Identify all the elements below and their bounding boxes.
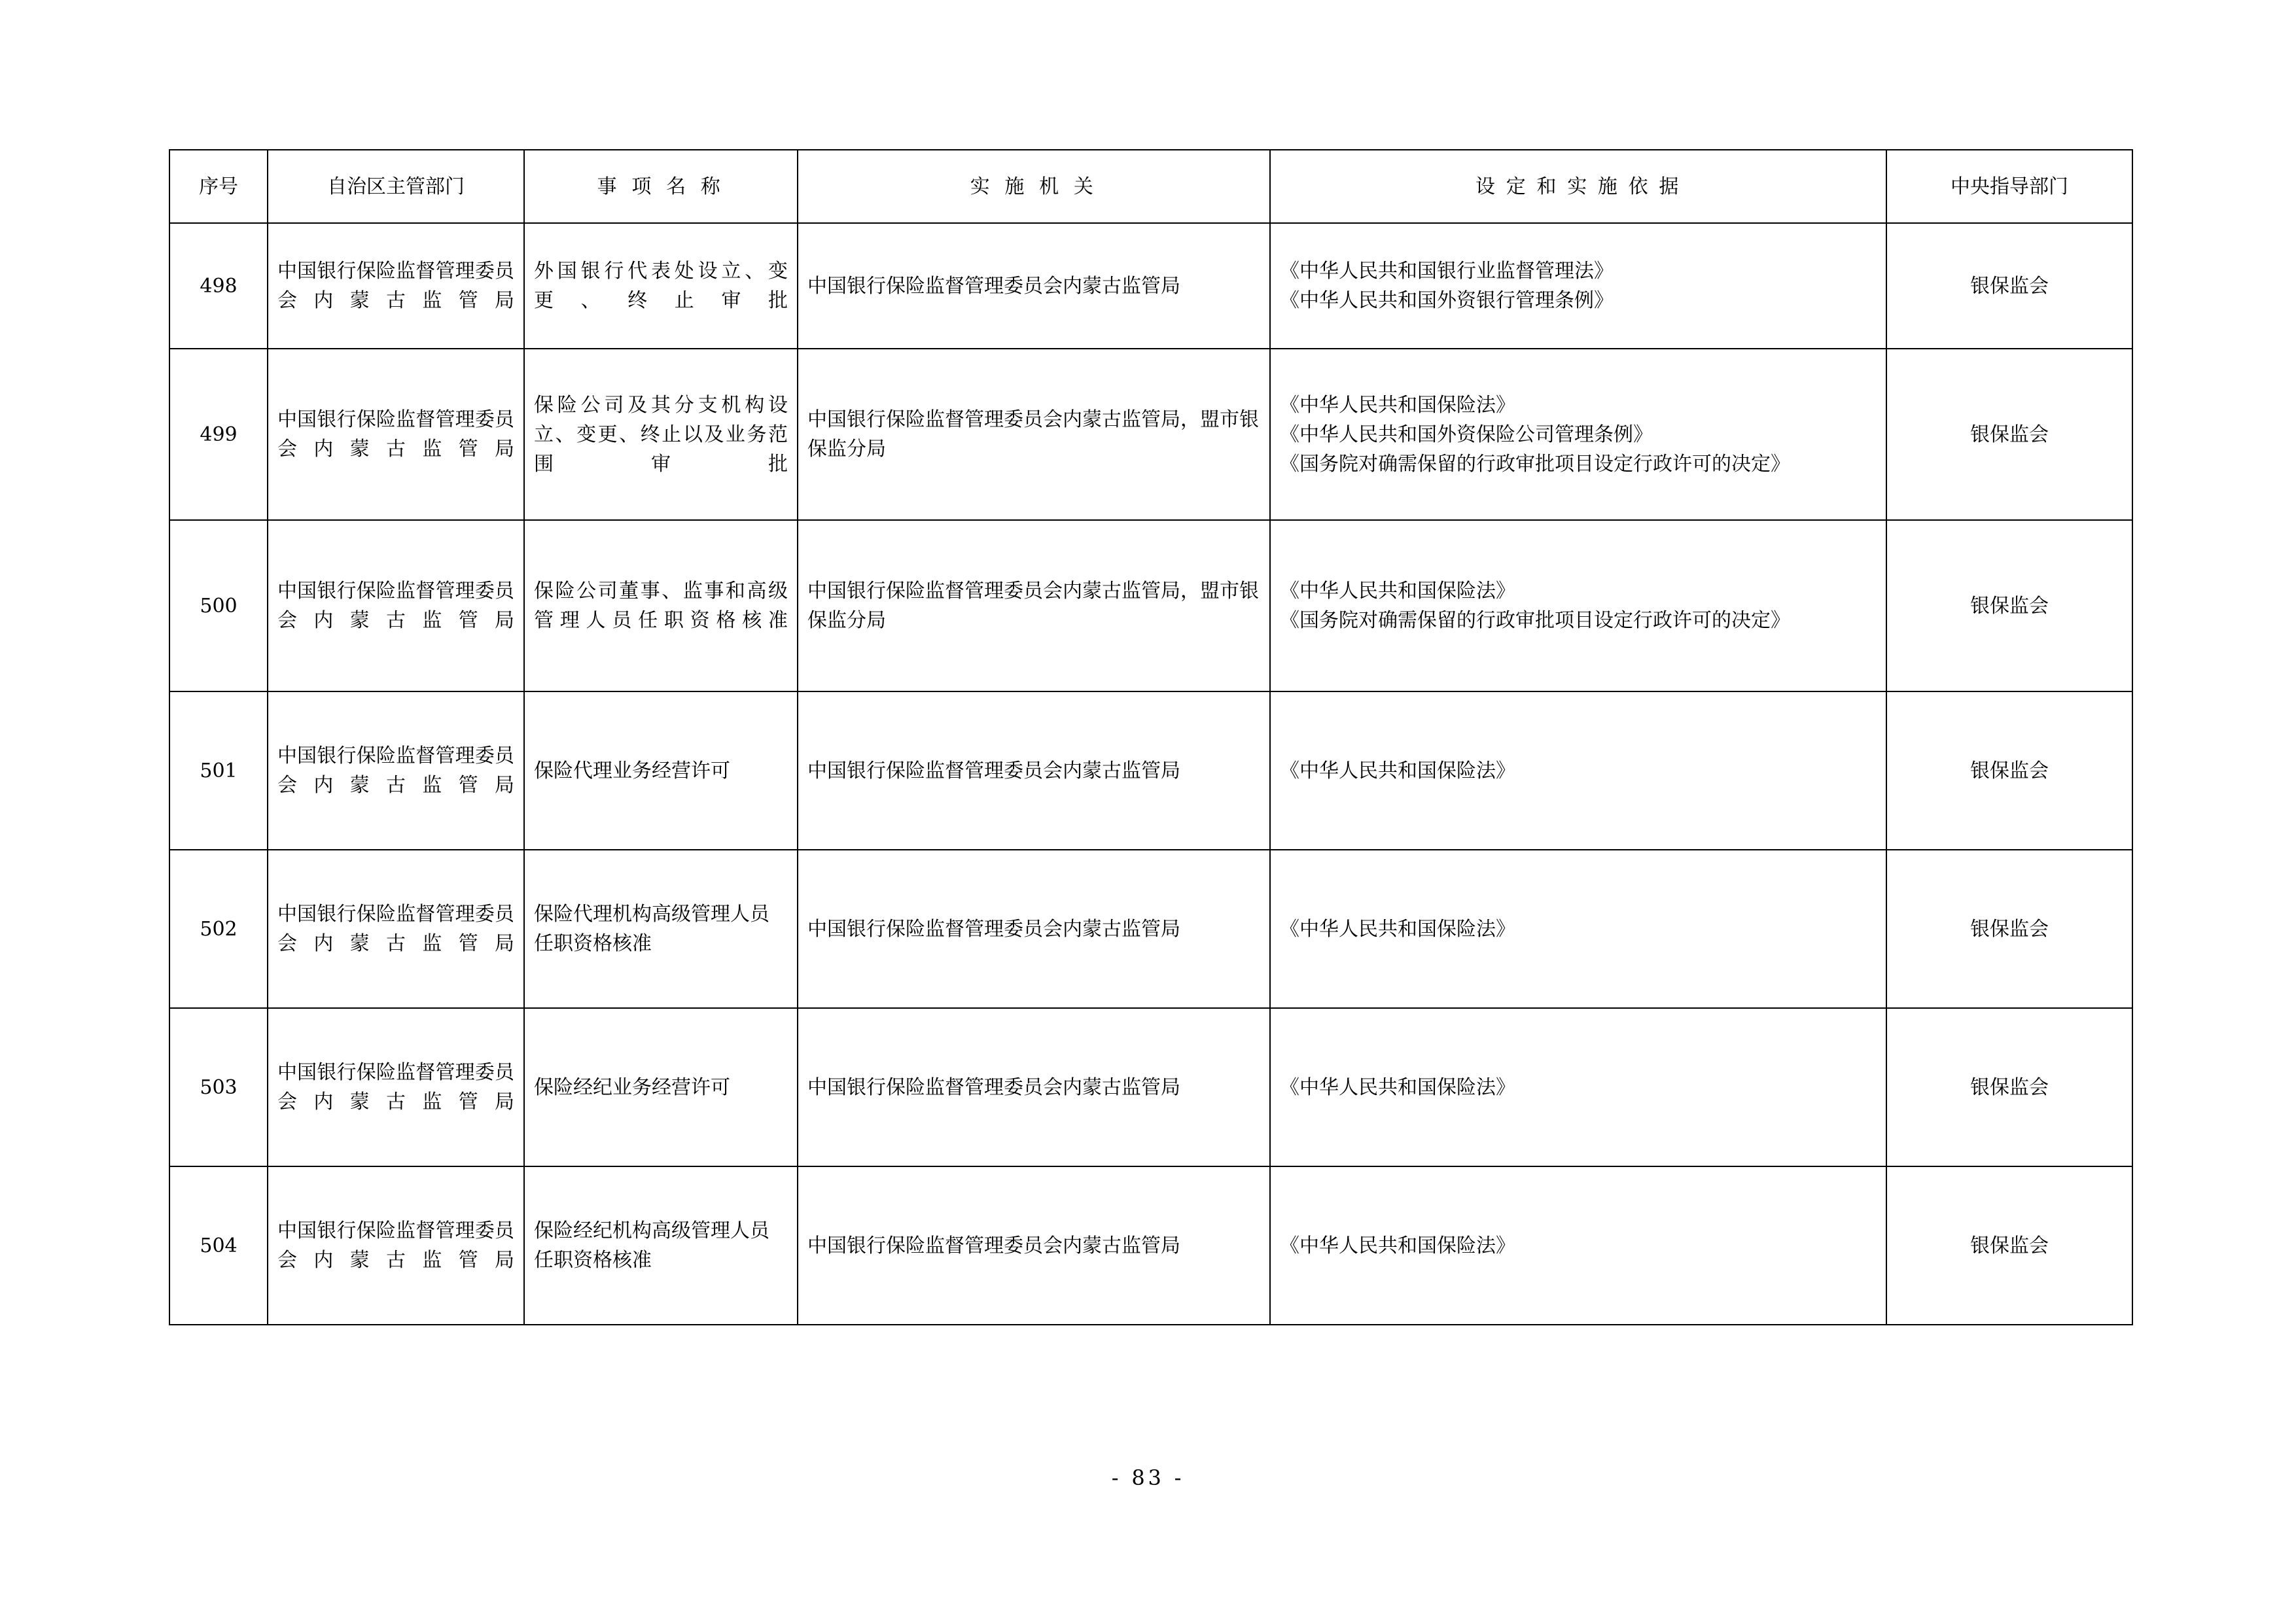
table-row bbox=[169, 1008, 2132, 1166]
cell-item: 保险公司及其分支机构设立、变更、终止以及业务范围审批 bbox=[524, 349, 798, 520]
basis-line: 《中华人民共和国保险法》 bbox=[1280, 393, 1515, 417]
basis-line: 《中华人民共和国银行业监督管理法》 bbox=[1280, 260, 1614, 283]
cell-org: 中国银行保险监督管理委员会内蒙古监管局 bbox=[798, 223, 1270, 349]
column-header-basis: 设 定 和 实 施 依 据 bbox=[1270, 150, 1886, 223]
cell-central: 银保监会 bbox=[1886, 1008, 2132, 1166]
basis-line: 《国务院对确需保留的行政审批项目设定行政许可的决定》 bbox=[1280, 452, 1790, 476]
cell-item: 保险经纪机构高级管理人员任职资格核准 bbox=[524, 1166, 798, 1325]
cell-no: 504 bbox=[169, 1166, 268, 1325]
cell-item: 保险代理机构高级管理人员任职资格核准 bbox=[524, 850, 798, 1008]
basis-line: 《中华人民共和国保险法》 bbox=[1280, 1234, 1515, 1257]
column-header-no: 序号 bbox=[169, 150, 268, 223]
column-header-item: 事 项 名 称 bbox=[524, 150, 798, 223]
cell-central: 银保监会 bbox=[1886, 1166, 2132, 1325]
cell-org: 中国银行保险监督管理委员会内蒙古监管局，盟市银保监分局 bbox=[798, 349, 1270, 520]
cell-item: 保险代理业务经营许可 bbox=[524, 691, 798, 850]
cell-basis bbox=[1270, 520, 1886, 691]
cell-dept: 中国银行保险监督管理委员会内蒙古监管局 bbox=[268, 349, 524, 520]
cell-basis bbox=[1270, 349, 1886, 520]
cell-basis bbox=[1270, 850, 1886, 1008]
cell-dept: 中国银行保险监督管理委员会内蒙古监管局 bbox=[268, 1008, 524, 1166]
cell-no: 501 bbox=[169, 691, 268, 850]
column-header-dept: 自治区主管部门 bbox=[268, 150, 524, 223]
cell-central: 银保监会 bbox=[1886, 520, 2132, 691]
cell-no: 498 bbox=[169, 223, 268, 349]
cell-basis bbox=[1270, 691, 1886, 850]
cell-dept: 中国银行保险监督管理委员会内蒙古监管局 bbox=[268, 691, 524, 850]
cell-org: 中国银行保险监督管理委员会内蒙古监管局，盟市银保监分局 bbox=[798, 520, 1270, 691]
table-row bbox=[169, 223, 2132, 349]
cell-central: 银保监会 bbox=[1886, 349, 2132, 520]
administrative-items-table-wrapper bbox=[169, 149, 2132, 1325]
cell-central: 银保监会 bbox=[1886, 850, 2132, 1008]
basis-line: 《中华人民共和国外资保险公司管理条例》 bbox=[1280, 423, 1653, 446]
basis-line: 《中华人民共和国保险法》 bbox=[1280, 917, 1515, 941]
page-number: - 83 - bbox=[1111, 1465, 1185, 1490]
table-header-row bbox=[169, 150, 2132, 223]
cell-org: 中国银行保险监督管理委员会内蒙古监管局 bbox=[798, 850, 1270, 1008]
table-row bbox=[169, 1166, 2132, 1325]
cell-basis bbox=[1270, 223, 1886, 349]
basis-line: 《中华人民共和国外资银行管理条例》 bbox=[1280, 289, 1614, 312]
table-row bbox=[169, 691, 2132, 850]
basis-line: 《中华人民共和国保险法》 bbox=[1280, 759, 1515, 782]
cell-dept: 中国银行保险监督管理委员会内蒙古监管局 bbox=[268, 520, 524, 691]
cell-no: 503 bbox=[169, 1008, 268, 1166]
table-row bbox=[169, 520, 2132, 691]
basis-line: 《中华人民共和国保险法》 bbox=[1280, 1075, 1515, 1099]
cell-central: 银保监会 bbox=[1886, 691, 2132, 850]
column-header-org: 实 施 机 关 bbox=[798, 150, 1270, 223]
cell-no: 500 bbox=[169, 520, 268, 691]
cell-dept: 中国银行保险监督管理委员会内蒙古监管局 bbox=[268, 223, 524, 349]
cell-dept: 中国银行保险监督管理委员会内蒙古监管局 bbox=[268, 850, 524, 1008]
basis-line: 《中华人民共和国保险法》 bbox=[1280, 580, 1515, 602]
cell-item: 外国银行代表处设立、变更、终止审批 bbox=[524, 223, 798, 349]
table-row bbox=[169, 850, 2132, 1008]
administrative-items-table bbox=[169, 149, 2133, 1325]
cell-no: 499 bbox=[169, 349, 268, 520]
cell-org: 中国银行保险监督管理委员会内蒙古监管局 bbox=[798, 1008, 1270, 1166]
cell-basis bbox=[1270, 1166, 1886, 1325]
cell-item: 保险经纪业务经营许可 bbox=[524, 1008, 798, 1166]
cell-central: 银保监会 bbox=[1886, 223, 2132, 349]
cell-org: 中国银行保险监督管理委员会内蒙古监管局 bbox=[798, 691, 1270, 850]
cell-dept: 中国银行保险监督管理委员会内蒙古监管局 bbox=[268, 1166, 524, 1325]
table-row bbox=[169, 349, 2132, 520]
cell-no: 502 bbox=[169, 850, 268, 1008]
cell-org: 中国银行保险监督管理委员会内蒙古监管局 bbox=[798, 1166, 1270, 1325]
cell-item: 保险公司董事、监事和高级管理人员任职资格核准 bbox=[524, 520, 798, 691]
cell-basis bbox=[1270, 1008, 1886, 1166]
basis-line: 《国务院对确需保留的行政审批项目设定行政许可的决定》 bbox=[1280, 609, 1790, 632]
column-header-central: 中央指导部门 bbox=[1886, 150, 2132, 223]
